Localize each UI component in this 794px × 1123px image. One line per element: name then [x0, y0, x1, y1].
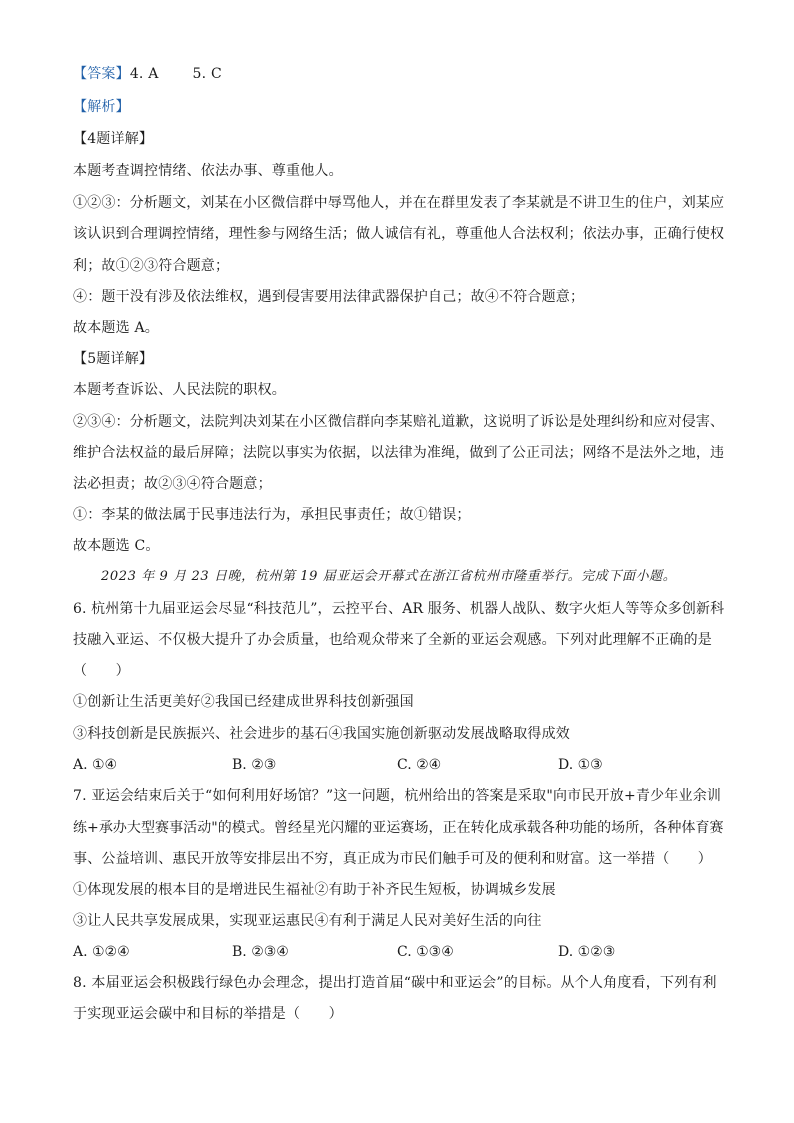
q5-detail-line: 故本题选 C。	[73, 538, 160, 554]
q5-detail-line: 本题考查诉讼、人民法院的职权。	[73, 382, 286, 398]
answer-line	[73, 64, 222, 84]
q7-statements: ①体现发展的根本目的是增进民生福祉②有助于补齐民生短板，协调城乡发展	[73, 882, 556, 898]
q4-detail-line: 本题考查调控情绪、依法办事、尊重他人。	[73, 163, 343, 179]
q6-option-c: C. ②④	[397, 757, 442, 773]
q6-stem-line: 技融入亚运、不仅极大提升了办会质量，也给观众带来了全新的亚运会观感。下列对此理解不正确的是	[73, 632, 712, 648]
answer-q4: 4. A	[129, 66, 159, 82]
q5-detail-line: ①：李某的做法属于民事违法行为，承担民事责任；故①错误；	[73, 507, 471, 523]
q6-option-d: D. ①③	[558, 757, 603, 773]
q4-detail-line: ④：题干没有涉及依法维权，遇到侵害要用法律武器保护自己；故④不符合题意；	[73, 289, 585, 305]
q6-statements: ③科技创新是民族振兴、社会进步的基石④我国实施创新驱动发展战略取得成效	[73, 726, 570, 742]
q7-stem-line: 练+承办大型赛事活动"的模式。曾经星光闪耀的亚运赛场，正在转化成承载各种功能的场所，各种体育赛	[73, 820, 724, 836]
q8-stem-line: 于实现亚运会碳中和目标的举措是（ ）	[73, 1006, 343, 1022]
q6-blank: （ ）	[73, 663, 130, 679]
q8-stem-line: 8. 本届亚运会积极践行绿色办会理念，提出打造首届“碳中和亚运会”的目标。从个人角度看，下列有利	[73, 975, 717, 991]
q5-detail-line: ②③④：分析题文，法院判决刘某在小区微信群向李某赔礼道歉，这说明了诉讼是处理纠纷和应对侵害、	[73, 414, 725, 430]
q4-detail-heading: 【4题详解】	[73, 131, 154, 147]
q6-statements: ①创新让生活更美好②我国已经建成世界科技创新强国	[73, 694, 414, 710]
answer-label: 【答案】	[73, 66, 130, 82]
q5-detail-heading: 【5题详解】	[73, 351, 154, 367]
q6-option-b: B. ②③	[232, 757, 277, 773]
q5-detail-line: 维护合法权益的最后屏障；法院以事实为依据，以法律为准绳，做到了公正司法；网络不是法外之地，违	[73, 445, 725, 461]
analysis-label: 【解析】	[73, 99, 130, 115]
q6-option-a: A. ①④	[73, 757, 118, 773]
q4-detail-line: 该认识到合理调控情绪，理性参与网络生活；做人诚信有礼，尊重他人合法权利；依法办事，正确行使权	[73, 226, 725, 242]
q7-option-b: B. ②③④	[232, 944, 289, 960]
q7-statements: ③让人民共享发展成果，实现亚运惠民④有利于满足人民对美好生活的向往	[73, 913, 542, 929]
q7-option-d: D. ①②③	[558, 944, 616, 960]
q7-option-c: C. ①③④	[397, 944, 454, 960]
q7-stem-line: 事、公益培训、惠民开放等安排层出不穷，真正成为市民们触手可及的便利和财富。这一举措（ ）	[73, 851, 712, 867]
q6-stem-line: 6. 杭州第十九届亚运会尽显“科技范儿”，云控平台、AR 服务、机器人战队、数字火炬人等等众多创新科	[73, 601, 725, 617]
q7-option-a: A. ①②④	[73, 944, 130, 960]
q5-detail-line: 法必担责；故②③④符合题意；	[73, 476, 272, 492]
q4-detail-line: 利；故①②③符合题意；	[73, 258, 230, 274]
q4-detail-line: ①②③：分析题文，刘某在小区微信群中辱骂他人，并在在群里发表了李某就是不讲卫生的住户，刘某应	[73, 195, 725, 211]
q4-detail-line: 故本题选 A。	[73, 320, 159, 336]
answer-q5: 5. C	[192, 66, 222, 82]
q7-stem-line: 7. 亚运会结束后关于“如何利用好场馆？”这一问题，杭州给出的答案是采取"向市民开放+青少年业余训	[73, 788, 722, 804]
material-intro: 2023 年 9 月 23 日晚，杭州第 19 届亚运会开幕式在浙江省杭州市隆重举行。完成下面小题。	[101, 569, 677, 584]
